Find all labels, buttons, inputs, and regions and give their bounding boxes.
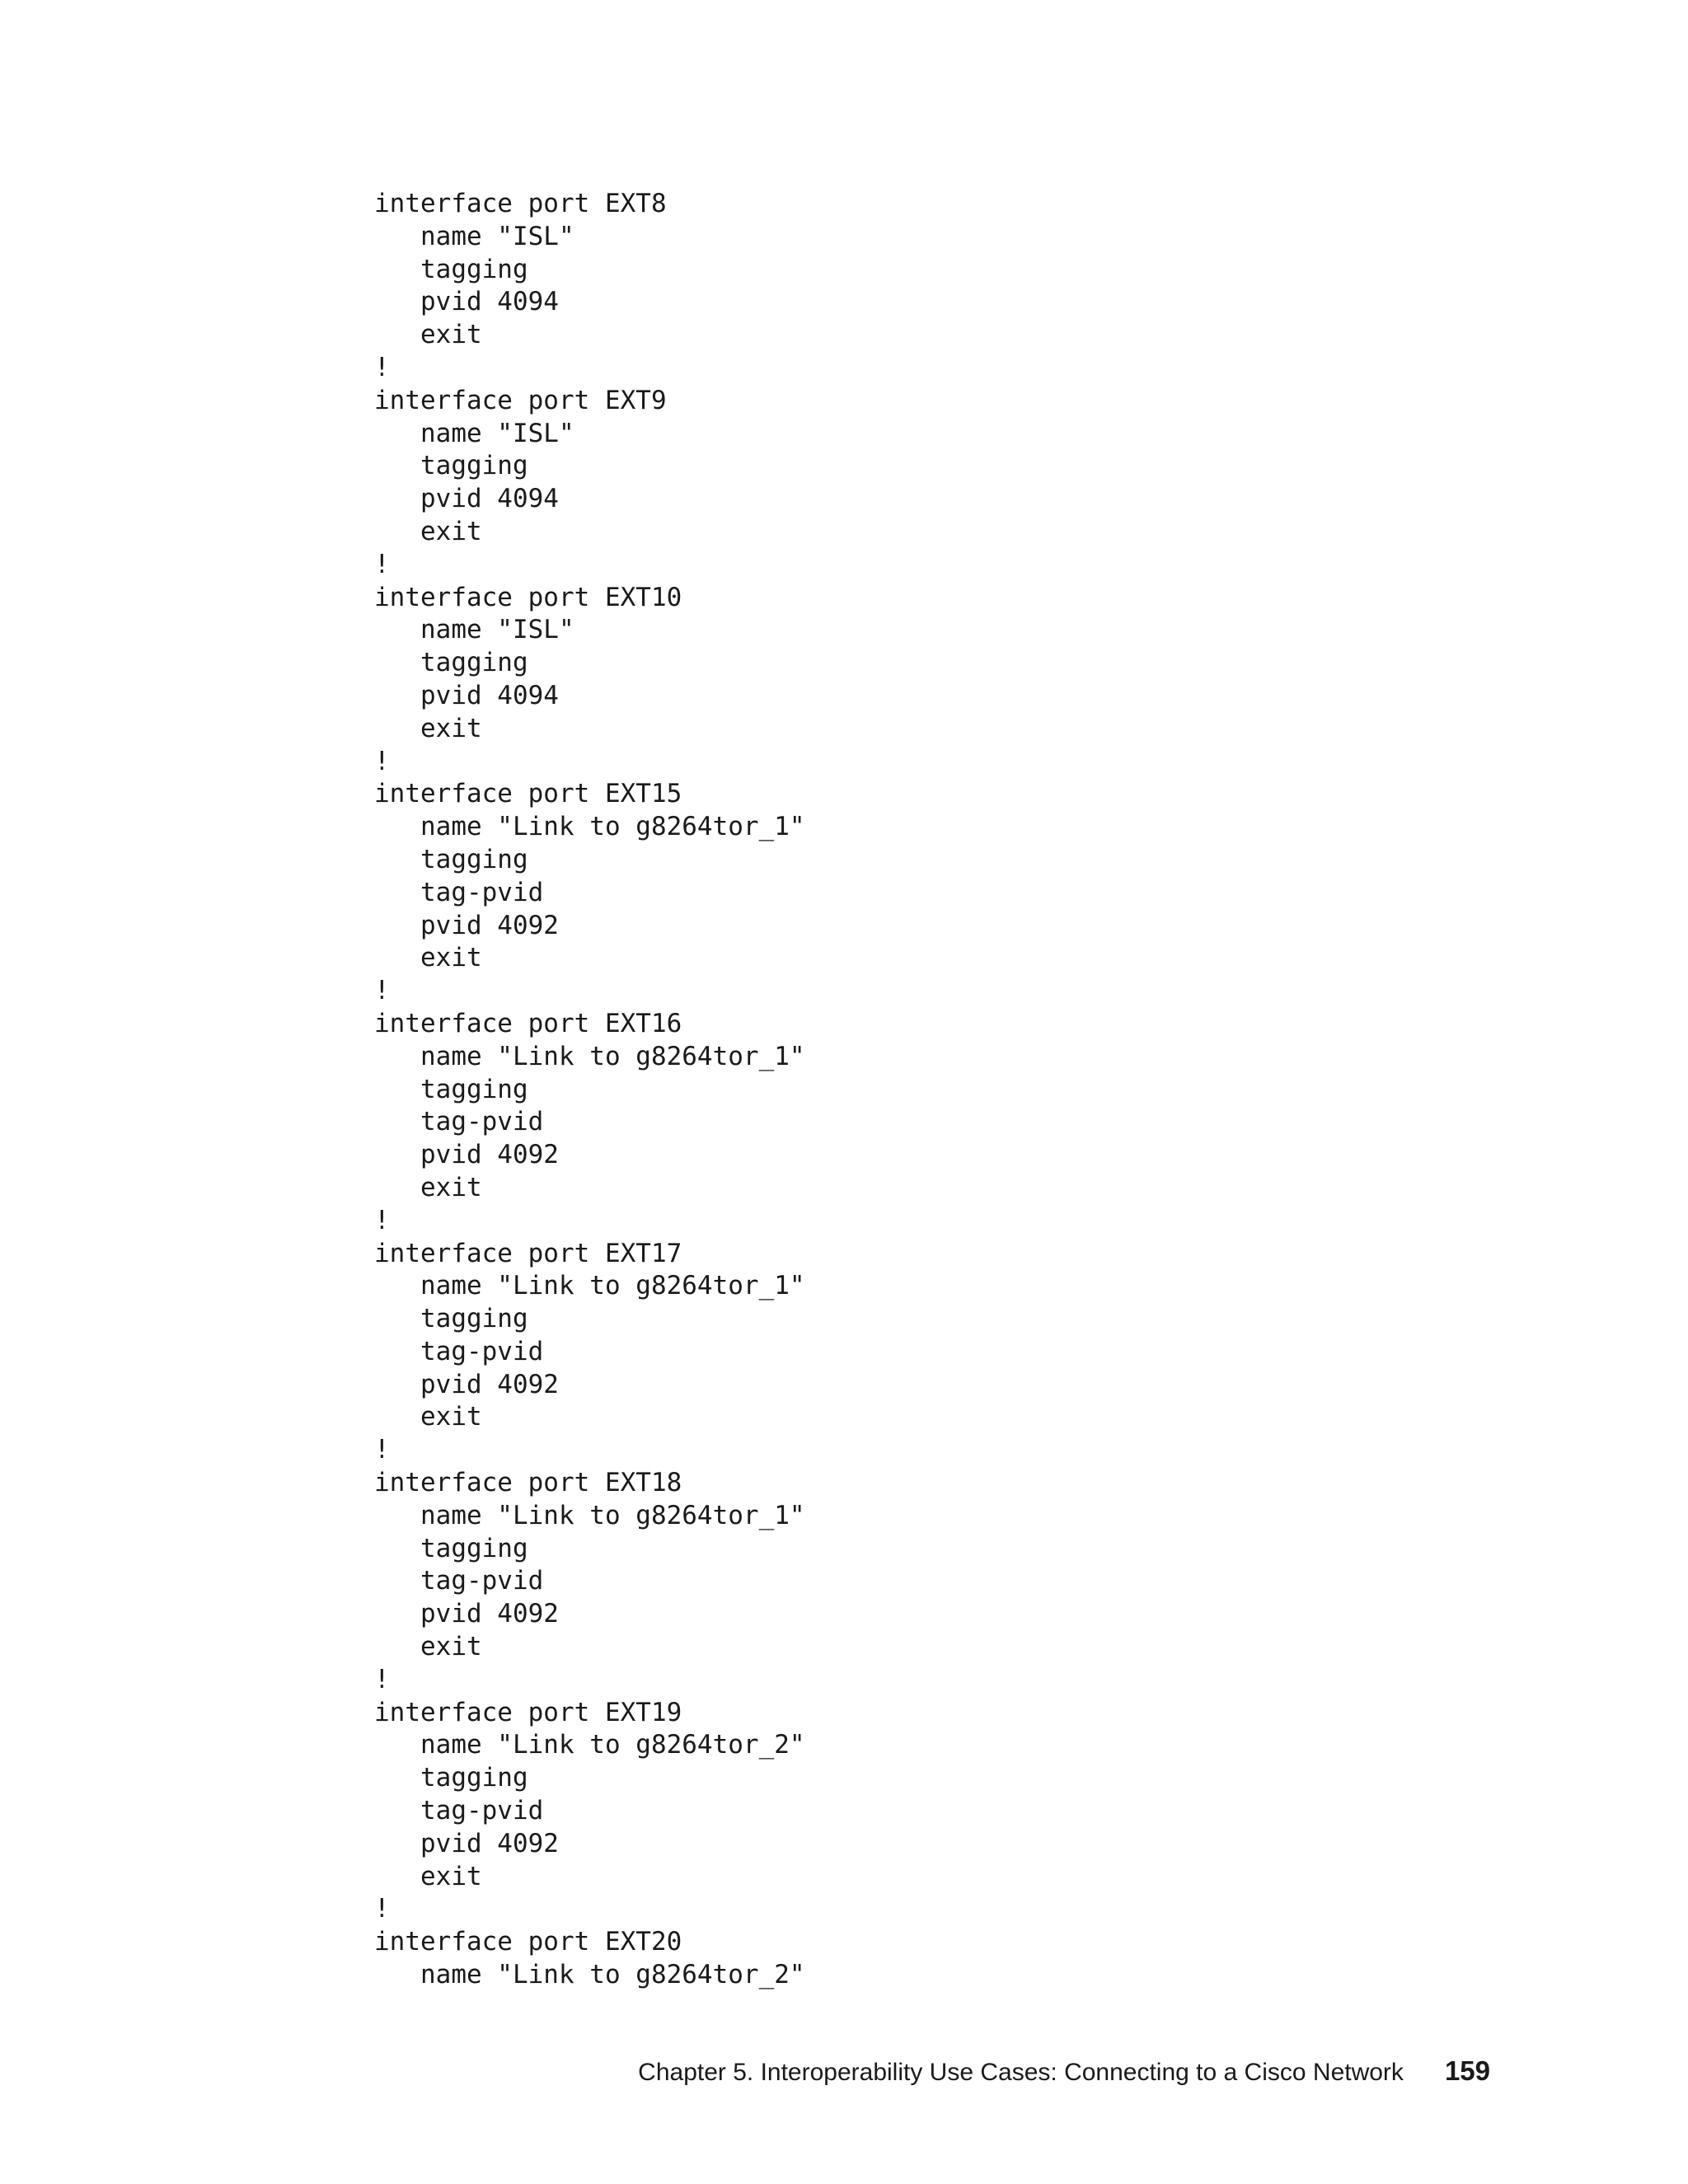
code-line: tagging <box>374 1074 528 1104</box>
code-line: name "Link to g8264tor_1" <box>374 1271 805 1301</box>
code-line: ! <box>374 549 390 579</box>
code-line: exit <box>374 1861 482 1891</box>
code-line: exit <box>374 943 482 973</box>
code-line: tag-pvid <box>374 1107 544 1137</box>
code-line: tagging <box>374 254 528 284</box>
code-line: pvid 4094 <box>374 484 559 514</box>
code-line: pvid 4092 <box>374 1140 559 1170</box>
code-line: tagging <box>374 648 528 678</box>
code-line: exit <box>374 320 482 350</box>
code-line: exit <box>374 1632 482 1662</box>
code-line: interface port EXT19 <box>374 1697 682 1727</box>
footer-chapter-title: Chapter 5. Interoperability Use Cases: Connecting to a Cisco Network <box>638 2059 1404 2086</box>
code-line: name "Link to g8264tor_1" <box>374 1041 805 1071</box>
code-line: name "Link to g8264tor_1" <box>374 812 805 842</box>
code-line: exit <box>374 1402 482 1432</box>
code-line: name "Link to g8264tor_2" <box>374 1730 805 1760</box>
code-line: name "ISL" <box>374 615 574 645</box>
code-line: tag-pvid <box>374 1796 544 1826</box>
code-line: ! <box>374 1664 390 1694</box>
code-line: interface port EXT17 <box>374 1238 682 1268</box>
code-line: pvid 4092 <box>374 1828 559 1858</box>
code-line: ! <box>374 746 390 776</box>
code-line: name "Link to g8264tor_1" <box>374 1500 805 1530</box>
code-line: pvid 4094 <box>374 287 559 317</box>
code-line: ! <box>374 1894 390 1924</box>
code-line: interface port EXT15 <box>374 779 682 809</box>
code-line: ! <box>374 1205 390 1235</box>
code-line: name "ISL" <box>374 418 574 448</box>
code-line: ! <box>374 1435 390 1465</box>
code-line: interface port EXT8 <box>374 189 667 218</box>
code-line: tagging <box>374 844 528 874</box>
code-line: tag-pvid <box>374 1566 544 1596</box>
code-line: interface port EXT16 <box>374 1008 682 1038</box>
code-line: name "Link to g8264tor_2" <box>374 1960 805 1990</box>
code-line: exit <box>374 713 482 743</box>
code-line: pvid 4092 <box>374 1599 559 1629</box>
code-line: exit <box>374 516 482 546</box>
code-line: name "ISL" <box>374 221 574 251</box>
code-line: tagging <box>374 1533 528 1563</box>
code-line: exit <box>374 1172 482 1202</box>
code-line: interface port EXT9 <box>374 385 667 415</box>
page-footer <box>638 2055 1490 2087</box>
code-line: tagging <box>374 1304 528 1334</box>
code-line: tagging <box>374 1763 528 1793</box>
code-line: tagging <box>374 451 528 481</box>
code-line: interface port EXT20 <box>374 1927 682 1957</box>
code-line: ! <box>374 976 390 1006</box>
code-line: pvid 4092 <box>374 1369 559 1399</box>
code-line: pvid 4092 <box>374 910 559 940</box>
code-line: ! <box>374 352 390 382</box>
code-listing <box>374 188 805 1992</box>
code-line: tag-pvid <box>374 877 544 907</box>
code-line: tag-pvid <box>374 1336 544 1366</box>
code-line: pvid 4094 <box>374 680 559 710</box>
code-line: interface port EXT10 <box>374 582 682 612</box>
page-number: 159 <box>1444 2055 1490 2086</box>
code-line: interface port EXT18 <box>374 1468 682 1498</box>
